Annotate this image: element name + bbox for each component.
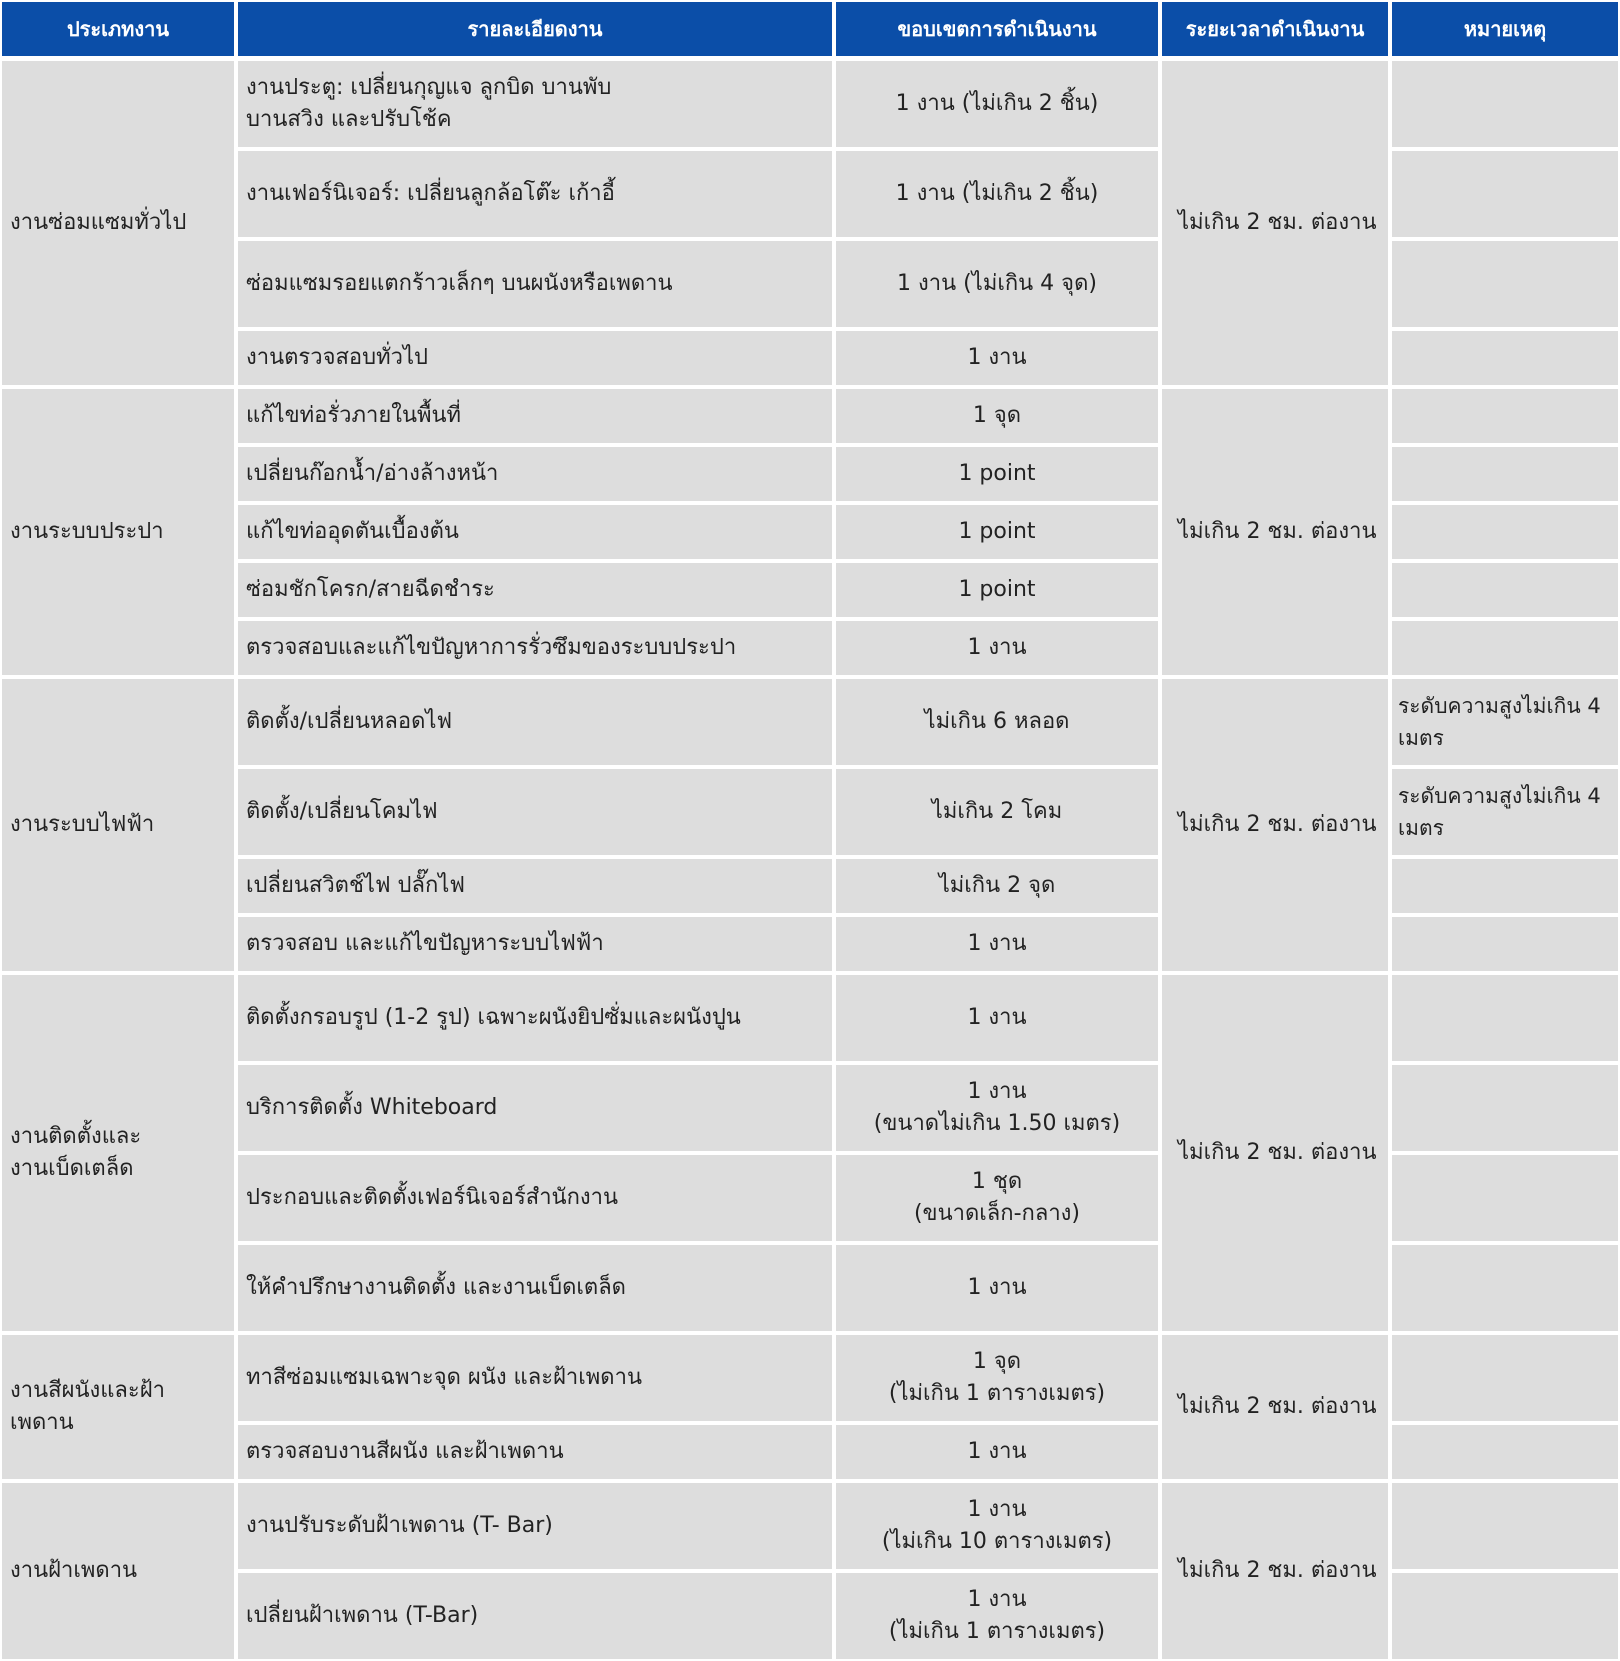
scope-cell <box>834 1571 1160 1661</box>
scope-cell <box>834 619 1160 677</box>
note-cell <box>1390 857 1620 915</box>
header-duration: ระยะเวลาดำเนินงาน <box>1160 0 1390 59</box>
detail-cell: ให้คำปรึกษางานติดตั้ง และงานเบ็ดเตล็ด <box>236 1243 834 1333</box>
note-cell <box>1390 561 1620 619</box>
detail-cell: แก้ไขท่ออุดตันเบื้องต้น <box>236 503 834 561</box>
table-row <box>0 1333 1620 1423</box>
detail-cell: ตรวจสอบงานสีผนัง และฝ้าเพดาน <box>236 1423 834 1481</box>
table-row <box>0 387 1620 445</box>
category-cell: งานสีผนังและฝ้าเพดาน <box>0 1333 236 1481</box>
scope-cell <box>834 767 1160 857</box>
note-cell <box>1390 445 1620 503</box>
detail-cell: งานตรวจสอบทั่วไป <box>236 329 834 387</box>
scope-text: ไม่เกิน 6 หลอด <box>924 709 1070 734</box>
detail-cell: งานปรับระดับฝ้าเพดาน (T- Bar) <box>236 1481 834 1571</box>
duration-cell: ไม่เกิน 2 ชม. ต่องาน <box>1160 677 1390 973</box>
scope-cell <box>834 149 1160 239</box>
duration-cell: ไม่เกิน 2 ชม. ต่องาน <box>1160 1333 1390 1481</box>
scope-cell <box>834 1423 1160 1481</box>
note-cell <box>1390 1423 1620 1481</box>
category-cell: งานซ่อมแซมทั่วไป <box>0 59 236 387</box>
note-cell <box>1390 149 1620 239</box>
note-text: ระดับความสูงไม่เกิน 4 เมตร <box>1398 784 1601 840</box>
header-row <box>0 0 1620 59</box>
scope-text: 1 งาน <box>967 635 1027 660</box>
note-cell <box>1390 1571 1620 1661</box>
note-cell <box>1390 915 1620 973</box>
scope-cell <box>834 1063 1160 1153</box>
note-cell <box>1390 239 1620 329</box>
scope-text: 1 จุด (ไม่เกิน 1 ตารางเมตร) <box>888 1349 1106 1406</box>
scope-cell <box>834 857 1160 915</box>
scope-cell <box>834 915 1160 973</box>
scope-text: 1 งาน <box>967 1439 1027 1464</box>
scope-cell <box>834 503 1160 561</box>
table-row <box>0 973 1620 1063</box>
detail-cell: เปลี่ยนก๊อกน้ำ/อ่างล้างหน้า <box>236 445 834 503</box>
table-row <box>0 677 1620 767</box>
note-cell <box>1390 1153 1620 1243</box>
scope-text: 1 point <box>958 577 1036 602</box>
note-cell <box>1390 329 1620 387</box>
note-cell <box>1390 1333 1620 1423</box>
detail-cell: เปลี่ยนสวิตช์ไฟ ปลั๊กไฟ <box>236 857 834 915</box>
note-text: ระดับความสูงไม่เกิน 4 เมตร <box>1398 694 1601 750</box>
table-body <box>0 59 1620 1661</box>
note-cell <box>1390 973 1620 1063</box>
scope-text: 1 งาน <box>967 1275 1027 1300</box>
detail-cell: ติดตั้ง/เปลี่ยนหลอดไฟ <box>236 677 834 767</box>
detail-cell: บริการติดตั้ง Whiteboard <box>236 1063 834 1153</box>
scope-text: 1 งาน (ไม่เกิน 10 ตารางเมตร) <box>881 1497 1113 1554</box>
scope-text: 1 ชุด (ขนาดเล็ก-กลาง) <box>913 1169 1081 1226</box>
header-scope: ขอบเขตการดำเนินงาน <box>834 0 1160 59</box>
note-cell <box>1390 1063 1620 1153</box>
note-cell <box>1390 387 1620 445</box>
note-cell <box>1390 59 1620 149</box>
detail-cell: งานประตู: เปลี่ยนกุญแจ ลูกบิด บานพับ บานสวิง และปรับโช้ค <box>236 59 834 149</box>
scope-text: 1 งาน (ขนาดไม่เกิน 1.50 เมตร) <box>873 1079 1121 1136</box>
scope-text: 1 งาน (ไม่เกิน 2 ชิ้น) <box>895 181 1099 206</box>
header-type: ประเภทงาน <box>0 0 236 59</box>
note-cell <box>1390 677 1620 767</box>
scope-cell <box>834 1153 1160 1243</box>
scope-cell <box>834 387 1160 445</box>
scope-cell <box>834 239 1160 329</box>
scope-cell <box>834 1481 1160 1571</box>
category-cell: งานฝ้าเพดาน <box>0 1481 236 1661</box>
note-cell <box>1390 619 1620 677</box>
detail-cell: ซ่อมชักโครก/สายฉีดชำระ <box>236 561 834 619</box>
detail-cell: ตรวจสอบและแก้ไขปัญหาการรั่วซึมของระบบประปา <box>236 619 834 677</box>
scope-cell <box>834 329 1160 387</box>
scope-text: 1 งาน (ไม่เกิน 4 จุด) <box>897 271 1097 296</box>
scope-text: 1 งาน (ไม่เกิน 2 ชิ้น) <box>895 91 1099 116</box>
scope-text: 1 point <box>958 461 1036 486</box>
scope-text: 1 point <box>958 519 1036 544</box>
detail-cell: ทาสีซ่อมแซมเฉพาะจุด ผนัง และฝ้าเพดาน <box>236 1333 834 1423</box>
scope-text: 1 งาน <box>967 1005 1027 1030</box>
duration-cell: ไม่เกิน 2 ชม. ต่องาน <box>1160 1481 1390 1661</box>
scope-cell <box>834 561 1160 619</box>
detail-cell: งานเฟอร์นิเจอร์: เปลี่ยนลูกล้อโต๊ะ เก้าอี้ <box>236 149 834 239</box>
scope-text: ไม่เกิน 2 จุด <box>938 873 1056 898</box>
scope-text: 1 งาน <box>967 345 1027 370</box>
duration-cell: ไม่เกิน 2 ชม. ต่องาน <box>1160 387 1390 677</box>
note-cell <box>1390 1243 1620 1333</box>
scope-cell <box>834 1333 1160 1423</box>
scope-cell <box>834 445 1160 503</box>
header-detail: รายละเอียดงาน <box>236 0 834 59</box>
table-row <box>0 1481 1620 1571</box>
category-cell: งานติดตั้งและ งานเบ็ดเตล็ด <box>0 973 236 1333</box>
duration-cell: ไม่เกิน 2 ชม. ต่องาน <box>1160 59 1390 387</box>
scope-text: 1 งาน (ไม่เกิน 1 ตารางเมตร) <box>888 1587 1106 1644</box>
detail-cell: ติดตั้ง/เปลี่ยนโคมไฟ <box>236 767 834 857</box>
scope-cell <box>834 677 1160 767</box>
scope-text: 1 งาน <box>967 931 1027 956</box>
note-cell <box>1390 1481 1620 1571</box>
scope-cell <box>834 1243 1160 1333</box>
detail-cell: ประกอบและติดตั้งเฟอร์นิเจอร์สำนักงาน <box>236 1153 834 1243</box>
header-note: หมายเหตุ <box>1390 0 1620 59</box>
category-cell: งานระบบไฟฟ้า <box>0 677 236 973</box>
detail-cell: ตรวจสอบ และแก้ไขปัญหาระบบไฟฟ้า <box>236 915 834 973</box>
detail-cell: แก้ไขท่อรั่วภายในพื้นที่ <box>236 387 834 445</box>
scope-cell <box>834 973 1160 1063</box>
detail-cell: ติดตั้งกรอบรูป (1-2 รูป) เฉพาะผนังยิปซั่มและผนังปูน <box>236 973 834 1063</box>
note-cell <box>1390 767 1620 857</box>
duration-cell: ไม่เกิน 2 ชม. ต่องาน <box>1160 973 1390 1333</box>
detail-cell: ซ่อมแซมรอยแตกร้าวเล็กๆ บนผนังหรือเพดาน <box>236 239 834 329</box>
table-row <box>0 59 1620 149</box>
scope-text: 1 จุด <box>972 403 1022 428</box>
scope-text: ไม่เกิน 2 โคม <box>931 799 1063 824</box>
category-cell: งานระบบประปา <box>0 387 236 677</box>
note-cell <box>1390 503 1620 561</box>
scope-cell <box>834 59 1160 149</box>
detail-cell: เปลี่ยนฝ้าเพดาน (T-Bar) <box>236 1571 834 1661</box>
